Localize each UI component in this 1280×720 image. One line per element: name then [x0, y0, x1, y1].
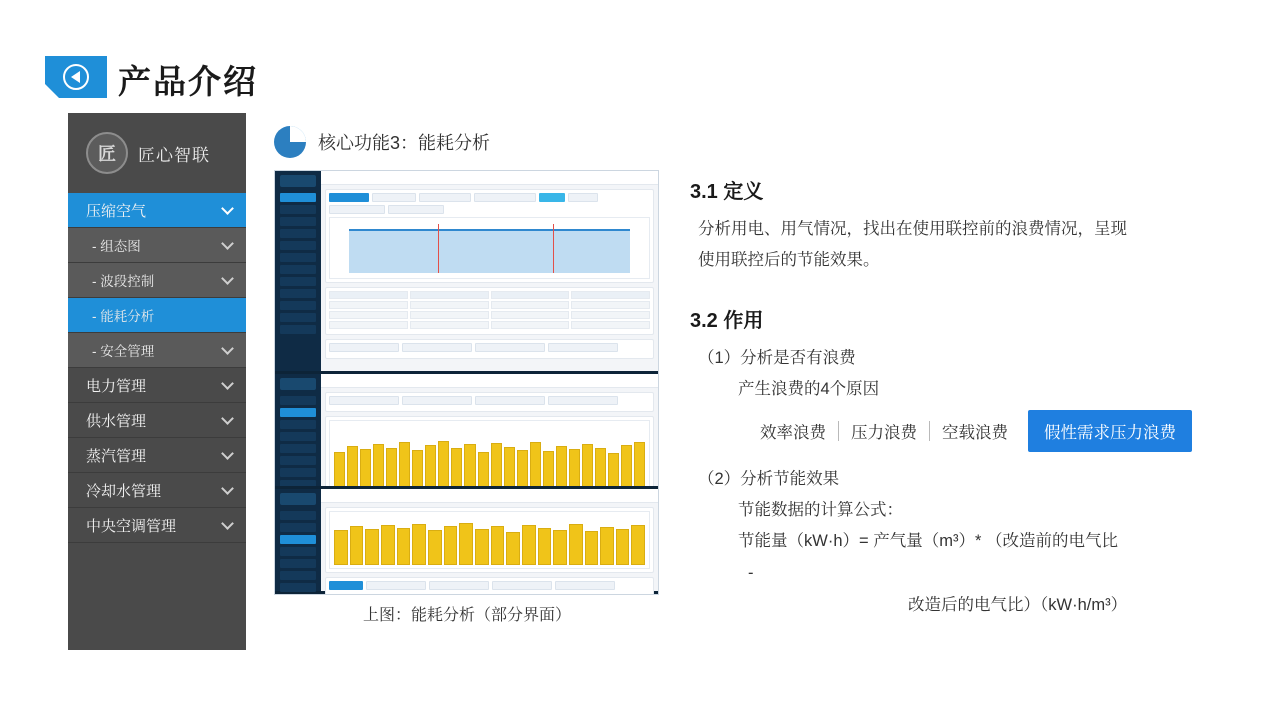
sidebar-item-label: - 安全管理 — [92, 344, 155, 359]
sidebar-item-label: 电力管理 — [86, 377, 147, 395]
section-2-item-2: （2）分析节能效果 — [698, 470, 840, 488]
formula-line-3: 改造后的电气比）（kW·h/m³） — [908, 596, 1128, 614]
section-1-line-1: 分析用电、用气情况，找出在使用联控前的浪费情况，呈现 — [698, 220, 1127, 238]
mock-topbar — [321, 489, 658, 503]
back-button[interactable] — [45, 56, 107, 98]
sidebar-item-label: 蒸汽管理 — [86, 447, 147, 465]
formula-line-1: 节能量（kW·h）= 产气量（m³）* （改造前的电气比 — [738, 532, 1118, 550]
sidebar-item-energy-analysis[interactable] — [68, 298, 246, 333]
sidebar-item-steam-management[interactable] — [68, 438, 246, 473]
logo-mark-icon: 匠 — [86, 132, 128, 174]
sidebar-item-cooling-water-management[interactable] — [68, 473, 246, 508]
sidebar-item-configuration-diagram[interactable] — [68, 228, 246, 263]
sidebar-item-safety-management[interactable] — [68, 333, 246, 368]
tag-pressure-waste[interactable]: 压力浪费 — [851, 424, 917, 442]
content-column — [690, 175, 1250, 621]
page-title: 产品介绍 — [118, 63, 258, 100]
sidebar-item-water-supply-management[interactable] — [68, 403, 246, 438]
section-2-title: 3.2 作用 — [690, 310, 764, 332]
chevron-down-icon — [221, 272, 234, 285]
section-1-title: 3.1 定义 — [690, 181, 764, 203]
screenshot-1 — [275, 171, 658, 371]
chevron-down-icon — [221, 447, 234, 460]
slide-header — [0, 22, 1280, 100]
mock-stat-card — [325, 392, 654, 412]
sidebar-item-band-control[interactable] — [68, 263, 246, 298]
section-2-item-1-sub: 产生浪费的4个原因 — [738, 380, 880, 398]
mock-bar-chart-card — [325, 507, 654, 573]
mock-body — [321, 185, 658, 371]
center-heading — [274, 126, 490, 158]
sidebar-item-label: - 波段控制 — [92, 274, 155, 289]
play-triangle-icon — [63, 64, 89, 90]
chevron-down-icon — [221, 202, 234, 215]
center-heading-label: 核心功能3：能耗分析 — [318, 133, 491, 153]
sidebar-item-label: - 组态图 — [92, 239, 141, 254]
mock-table-card — [325, 287, 654, 335]
tag-efficiency-waste[interactable]: 效率浪费 — [760, 424, 826, 442]
section-2-item-2-sub: 节能数据的计算公式： — [738, 501, 903, 519]
chevron-down-icon — [221, 377, 234, 390]
screenshot-stack — [274, 170, 659, 595]
chevron-down-icon — [221, 517, 234, 530]
waste-reason-tags — [748, 410, 1250, 452]
mock-sidebar — [275, 171, 321, 371]
section-1-line-2: 使用联控后的节能效果。 — [698, 251, 880, 269]
section-2-item-1: （1）分析是否有浪费 — [698, 349, 856, 367]
sidebar-item-label: 供水管理 — [86, 412, 147, 430]
screenshot-caption: 上图：能耗分析（部分界面） — [362, 607, 571, 624]
chevron-down-icon — [221, 237, 234, 250]
sidebar-item-compressed-air[interactable] — [68, 193, 246, 228]
tag-false-demand-pressure-waste[interactable]: 假性需求压力浪费 — [1028, 410, 1192, 452]
sidebar-item-label: - 能耗分析 — [92, 309, 155, 324]
mock-summary-card — [325, 577, 654, 595]
mock-stat-card — [325, 339, 654, 359]
sidebar-item-label: 冷却水管理 — [86, 482, 162, 500]
mock-topbar — [321, 171, 658, 185]
mock-sidebar — [275, 489, 321, 591]
mock-bar-chart — [329, 420, 650, 494]
mock-bar-chart — [329, 511, 650, 569]
formula-line-2: - — [748, 564, 754, 582]
mock-filter-card — [325, 189, 654, 283]
app-sidebar — [68, 113, 246, 650]
app-logo — [68, 113, 246, 193]
chevron-down-icon — [221, 482, 234, 495]
mock-sidebar — [275, 374, 321, 486]
app-logo-label: 匠心智联 — [138, 145, 210, 165]
tag-idle-waste[interactable]: 空载浪费 — [942, 424, 1008, 442]
sidebar-item-label: 压缩空气 — [86, 202, 147, 220]
chevron-down-icon — [221, 342, 234, 355]
pie-chart-icon — [274, 126, 306, 158]
sidebar-item-power-management[interactable] — [68, 368, 246, 403]
sidebar-item-hvac-management[interactable] — [68, 508, 246, 543]
mock-line-chart — [329, 217, 650, 279]
screenshot-3 — [275, 486, 658, 591]
sidebar-item-label: 中央空调管理 — [86, 517, 177, 535]
mock-body — [321, 388, 658, 486]
mock-body — [321, 503, 658, 591]
screenshot-2 — [275, 371, 658, 486]
mock-topbar — [321, 374, 658, 388]
chevron-down-icon — [221, 412, 234, 425]
